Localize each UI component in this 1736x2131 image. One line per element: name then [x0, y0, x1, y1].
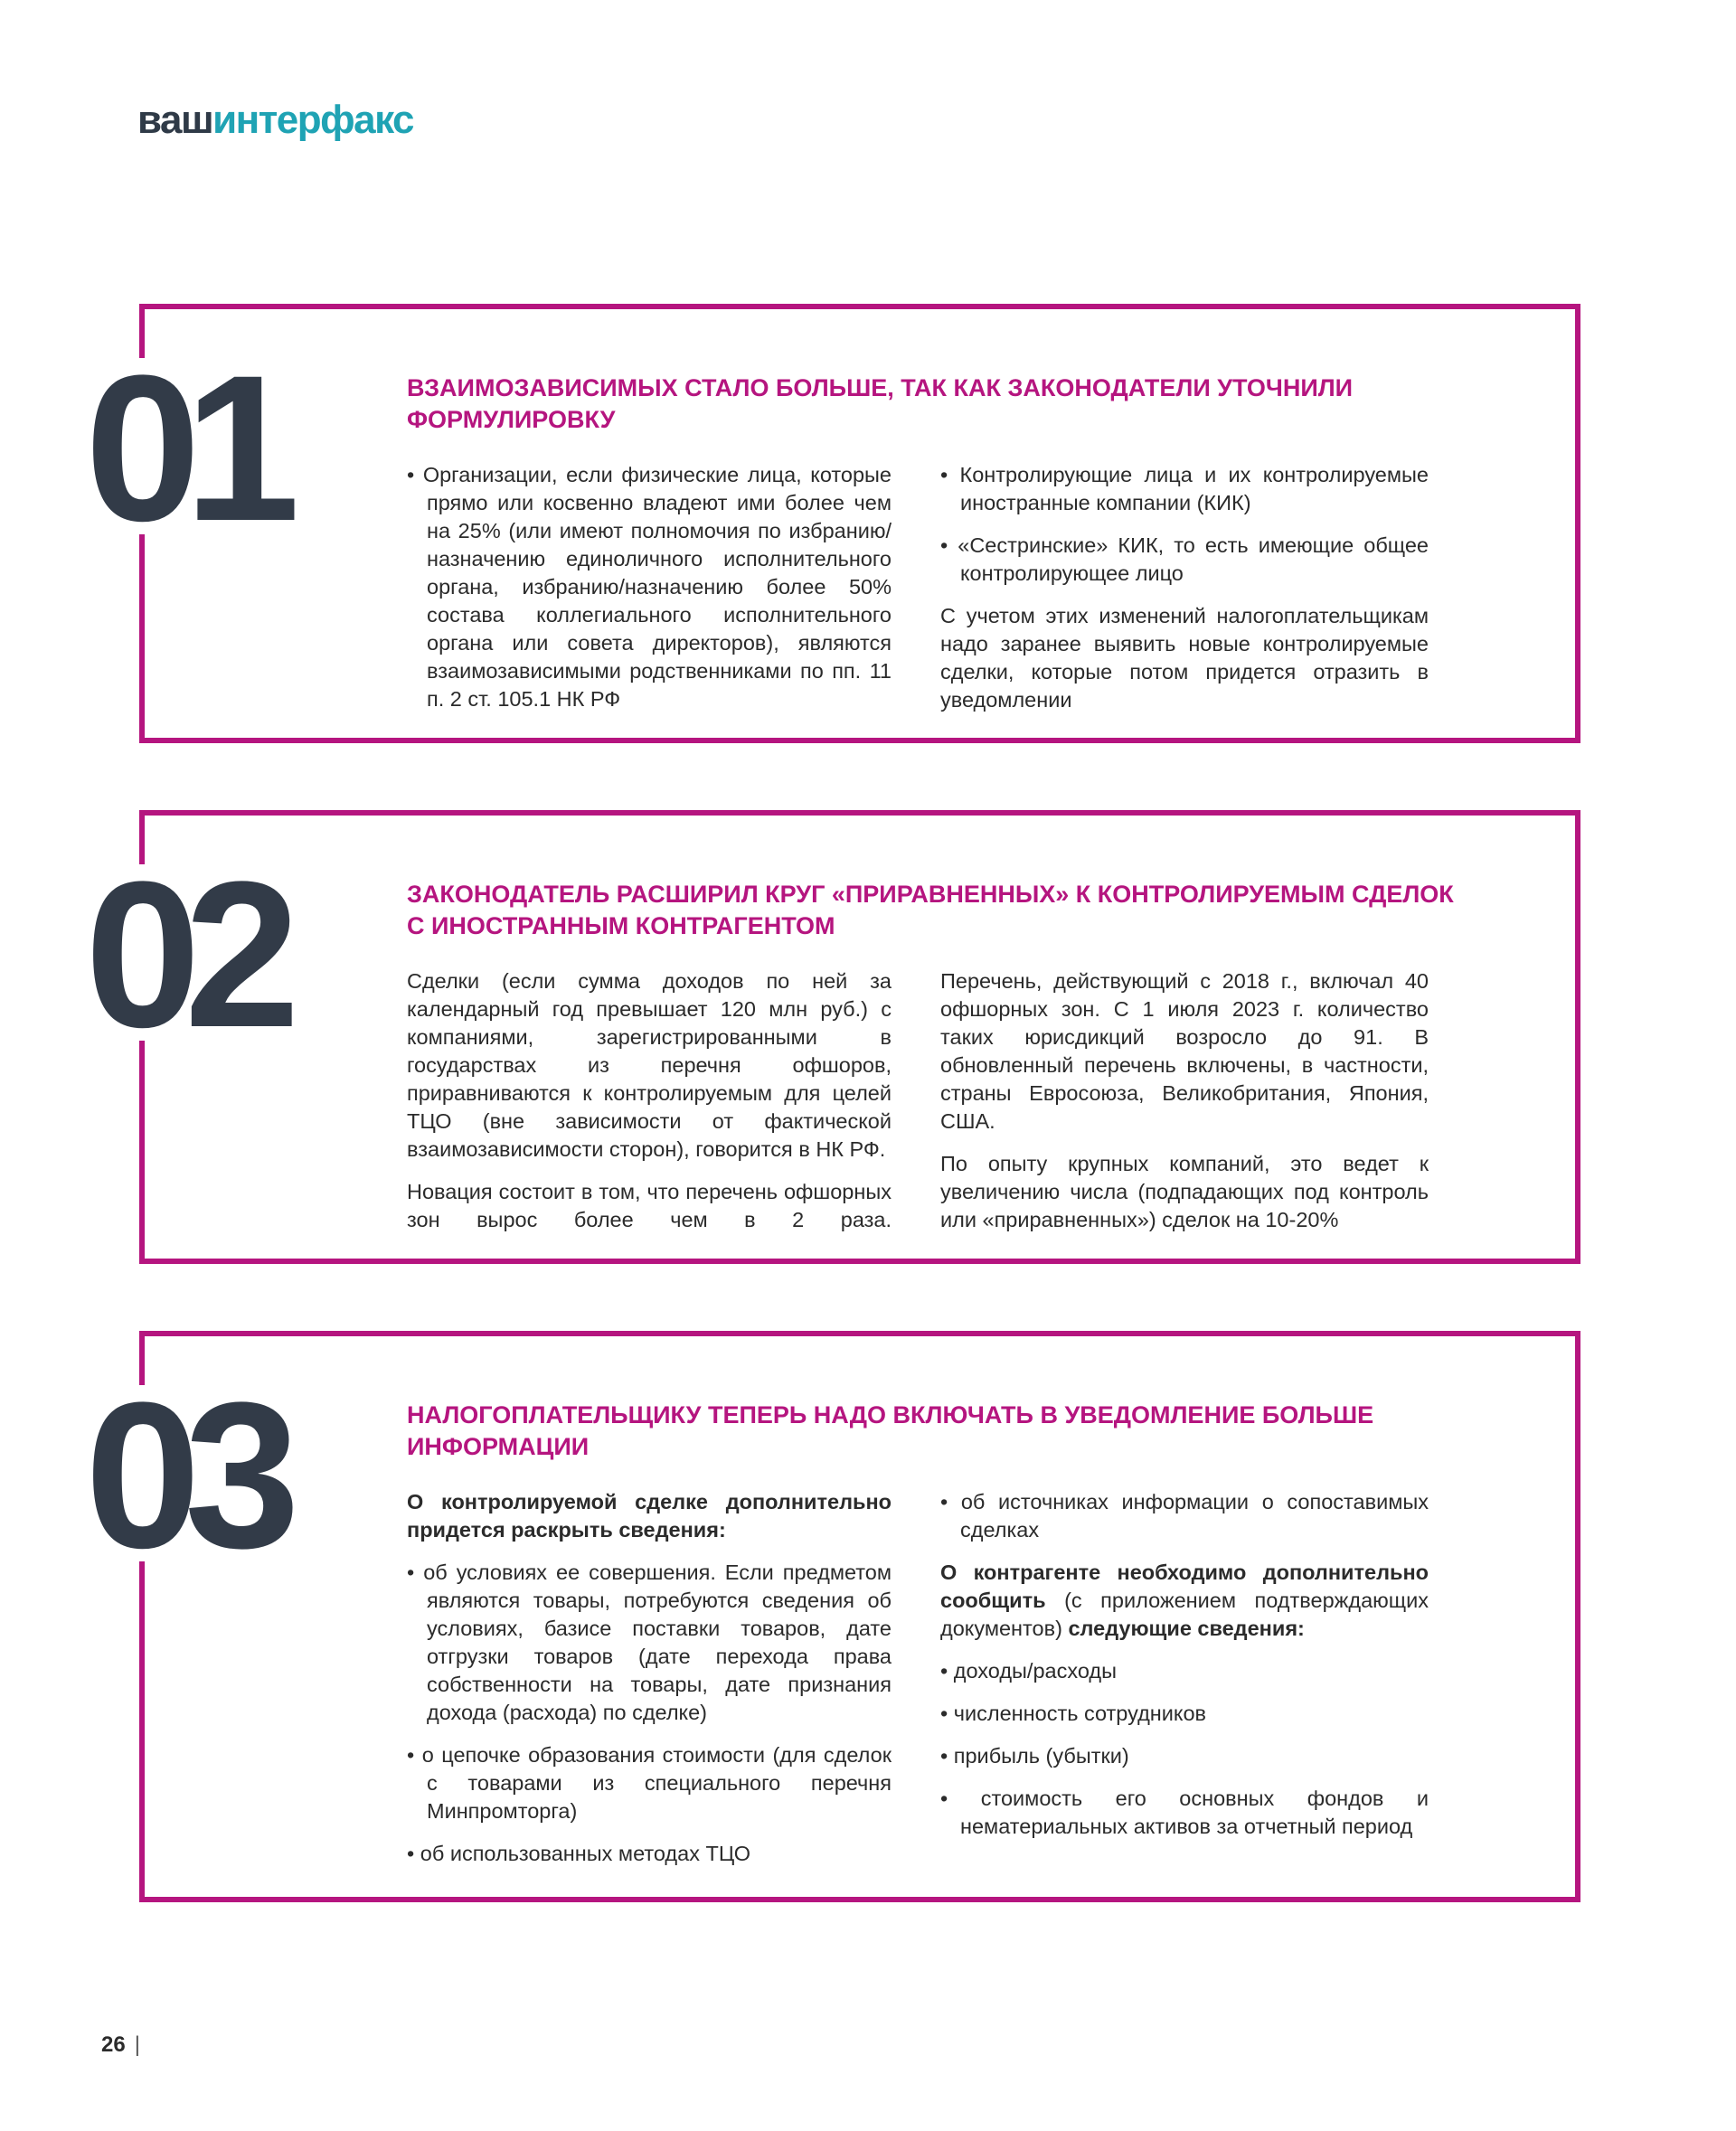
- right-column: [940, 967, 1429, 1249]
- bullet-item: • об использованных методах ТЦО: [407, 1840, 892, 1868]
- logo-part-1: ваш: [137, 98, 213, 142]
- section-number: 01: [85, 332, 284, 564]
- bullet-item: • «Сестринские» КИК, то есть имеющие общее контролирующее лицо: [940, 532, 1429, 588]
- bullet-item: • об условиях ее совершения. Если предметом являются товары, потребуются сведения об условиях, базисе поставки товаров, дате отгрузки товаров (дате перехода права собственности на товары, дате признания дохода (расхода) по сделке): [407, 1559, 892, 1727]
- intro-text: [940, 1559, 1429, 1643]
- logo-part-2: интерфакс: [212, 98, 414, 142]
- section-02: [85, 810, 1580, 1264]
- section-01: [85, 304, 1580, 743]
- intro-bold: О контрагенте необходимо дополнительно сообщить: [940, 1561, 1429, 1612]
- section-title: ВЗАИМОЗАВИСИМЫХ СТАЛО БОЛЬШЕ, ТАК КАК ЗАКОНОДАТЕЛИ УТОЧНИЛИ ФОРМУЛИРОВКУ: [407, 374, 1354, 433]
- section-number: 03: [85, 1359, 284, 1591]
- paragraph: По опыту крупных компаний, это ведет к увеличению числа (подпадающих под контроль или «приравненных») сделок на 10-20%: [940, 1152, 1429, 1231]
- intro-text: О контролируемой сделке дополнительно придется раскрыть сведения:: [407, 1490, 892, 1542]
- bullet-item: • о цепочке образования стоимости (для сделок с товарами из специального перечня Минпромторга): [407, 1741, 892, 1825]
- page-footer: [101, 2032, 140, 2058]
- intro-normal: (с приложением подтверждающих документов): [940, 1589, 1429, 1640]
- bullet-item: • прибыль (убытки): [940, 1742, 1429, 1770]
- bullet-item: • численность сотрудников: [940, 1700, 1429, 1728]
- bullet-item: • доходы/расходы: [940, 1657, 1429, 1685]
- section-number: 02: [85, 838, 284, 1070]
- bullet-item: • Контролирующие лица и их контролируемые иностранные компании (КИК): [940, 461, 1429, 517]
- paragraph: Сделки (если сумма доходов по ней за календарный год превышает 120 млн руб.) с компаниями, зарегистрированными в государствах из перечня офшоров, приравниваются к контролируемым для целей ТЦО (вне зависимости от фактической взаимозависимости сторон), говорится в НК РФ.: [407, 969, 892, 1161]
- logo: [137, 98, 413, 143]
- paragraph: Новация состоит в том, что перечень офшорных зон вырос более чем в 2 раза.: [407, 1180, 892, 1231]
- section-title: НАЛОГОПЛАТЕЛЬЩИКУ ТЕПЕРЬ НАДО ВКЛЮЧАТЬ В УВЕДОМЛЕНИЕ БОЛЬШЕ ИНФОРМАЦИИ: [407, 1401, 1374, 1460]
- bullet-item: • Организации, если физические лица, которые прямо или косвенно владеют ими более чем на 25% (или имеют полномочия по избранию/назначению единоличного исполнительного органа, избранию/назначению более 50% состава коллегиального исполнительного органа или совета директоров), являются взаимозависимыми родственниками по пп. 11 п. 2 ст. 105.1 НК РФ: [407, 461, 892, 713]
- left-column: [407, 1488, 892, 1882]
- page-number: 26: [101, 2032, 126, 2057]
- footer-separator: |: [134, 2032, 140, 2057]
- intro-bold: следующие сведения:: [1068, 1617, 1305, 1640]
- right-column: [940, 461, 1429, 729]
- left-column: [407, 461, 892, 728]
- bullet-item: • стоимость его основных фондов и нематериальных активов за отчетный период: [940, 1785, 1429, 1841]
- section-03: [85, 1331, 1580, 1902]
- left-column: [407, 967, 892, 1249]
- right-column: [940, 1488, 1429, 1855]
- section-title: ЗАКОНОДАТЕЛЬ РАСШИРИЛ КРУГ «ПРИРАВНЕННЫХ» К КОНТРОЛИРУЕМЫМ СДЕЛОК С ИНОСТРАННЫМ КОНТРАГЕНТОМ: [407, 881, 1454, 939]
- bullet-item: • об источниках информации о сопоставимых сделках: [940, 1488, 1429, 1544]
- paragraph: С учетом этих изменений налогоплательщикам надо заранее выявить новые контролируемые сделки, которые потом придется отразить в уведомлении: [940, 604, 1429, 712]
- paragraph: Перечень, действующий с 2018 г., включал 40 офшорных зон. С 1 июля 2023 г. количество таких юрисдикций возросло до 91. В обновленный перечень включены, в частности, страны Евросоюза, Великобритания, Япония, США.: [940, 969, 1429, 1133]
